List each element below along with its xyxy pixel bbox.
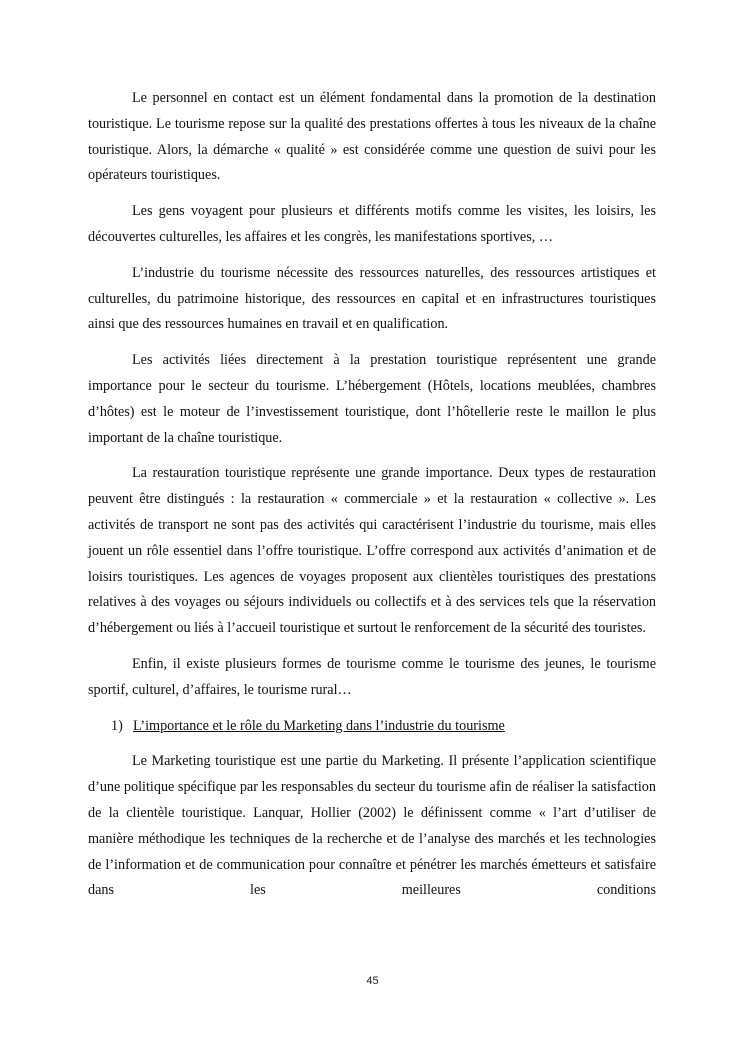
section-heading [88, 714, 656, 740]
paragraph-resources: L’industrie du tourisme nécessite des ressources naturelles, des ressources artistiques et culturelles, du patrimoine historique, des ressources en capital et en infrastructures touristiques ainsi que des ressources humaines en travail et en qualification. [88, 264, 656, 333]
section-number: 1) [111, 717, 123, 734]
page-number: 45 [366, 975, 379, 987]
paragraph-accommodation: Les activités liées directement à la prestation touristique représentent une grande importance pour le secteur du tourisme. L’hébergement (Hôtels, locations meublées, chambres d’hôtes) est le moteur de l’investissement touristique, dont l’hôtellerie reste le maillon le plus important de la chaîne touristique. [88, 352, 656, 446]
paragraph-motives: Les gens voyagent pour plusieurs et différents motifs comme les visites, les loisirs, les découvertes culturelles, les affaires et les congrès, les manifestations sportives, … [88, 203, 656, 245]
paragraph-marketing: Le Marketing touristique est une partie du Marketing. Il présente l’application scientifique d’une politique spécifique par les responsables du secteur du tourisme afin de réaliser la satisfaction de la clientèle touristique. Lanquar, Hollier (2002) le définissent comme « l’art d’utiliser de manière méthodique les techniques de la recherche et de l’analyse des marchés et les technologies de l’information et de communication pour connaître et pénétrer les marchés émetteurs et satisfaire dans les meilleures conditions [88, 753, 656, 899]
paragraph-forms: Enfin, il existe plusieurs formes de tourisme comme le tourisme des jeunes, le tourisme sportif, culturel, d’affaires, le tourisme rural… [88, 655, 656, 698]
document-body [88, 86, 656, 914]
section-title: L’importance et le rôle du Marketing dans l’industrie du tourisme [133, 717, 505, 734]
paragraph-restaurant: La restauration touristique représente une grande importance. Deux types de restauration peuvent être distingués : la restauration « commerciale » et la restauration « collective ». Les activités de transport ne sont pas des activités qui caractérisent l’industrie du tourisme, mais elles jouent un rôle essentiel dans l’offre touristique. L’offre correspond aux activités d’animation et de loisirs touristiques. Les agences de voyages proposent aux clientèles touristiques des prestations relatives à des voyages ou séjours individuels ou collectifs et à des services tels que la réservation d’hébergement ou liés à l’accueil touristique et surtout le renforcement de la sécurité des touristes. [88, 465, 656, 637]
paragraph-staff: Le personnel en contact est un élément fondamental dans la promotion de la destination touristique. Le tourisme repose sur la qualité des prestations offertes à tous les niveaux de la chaîne touristique. Alors, la démarche « qualité » est considérée comme une question de suivi pour les opérateurs touristiques. [88, 90, 656, 184]
